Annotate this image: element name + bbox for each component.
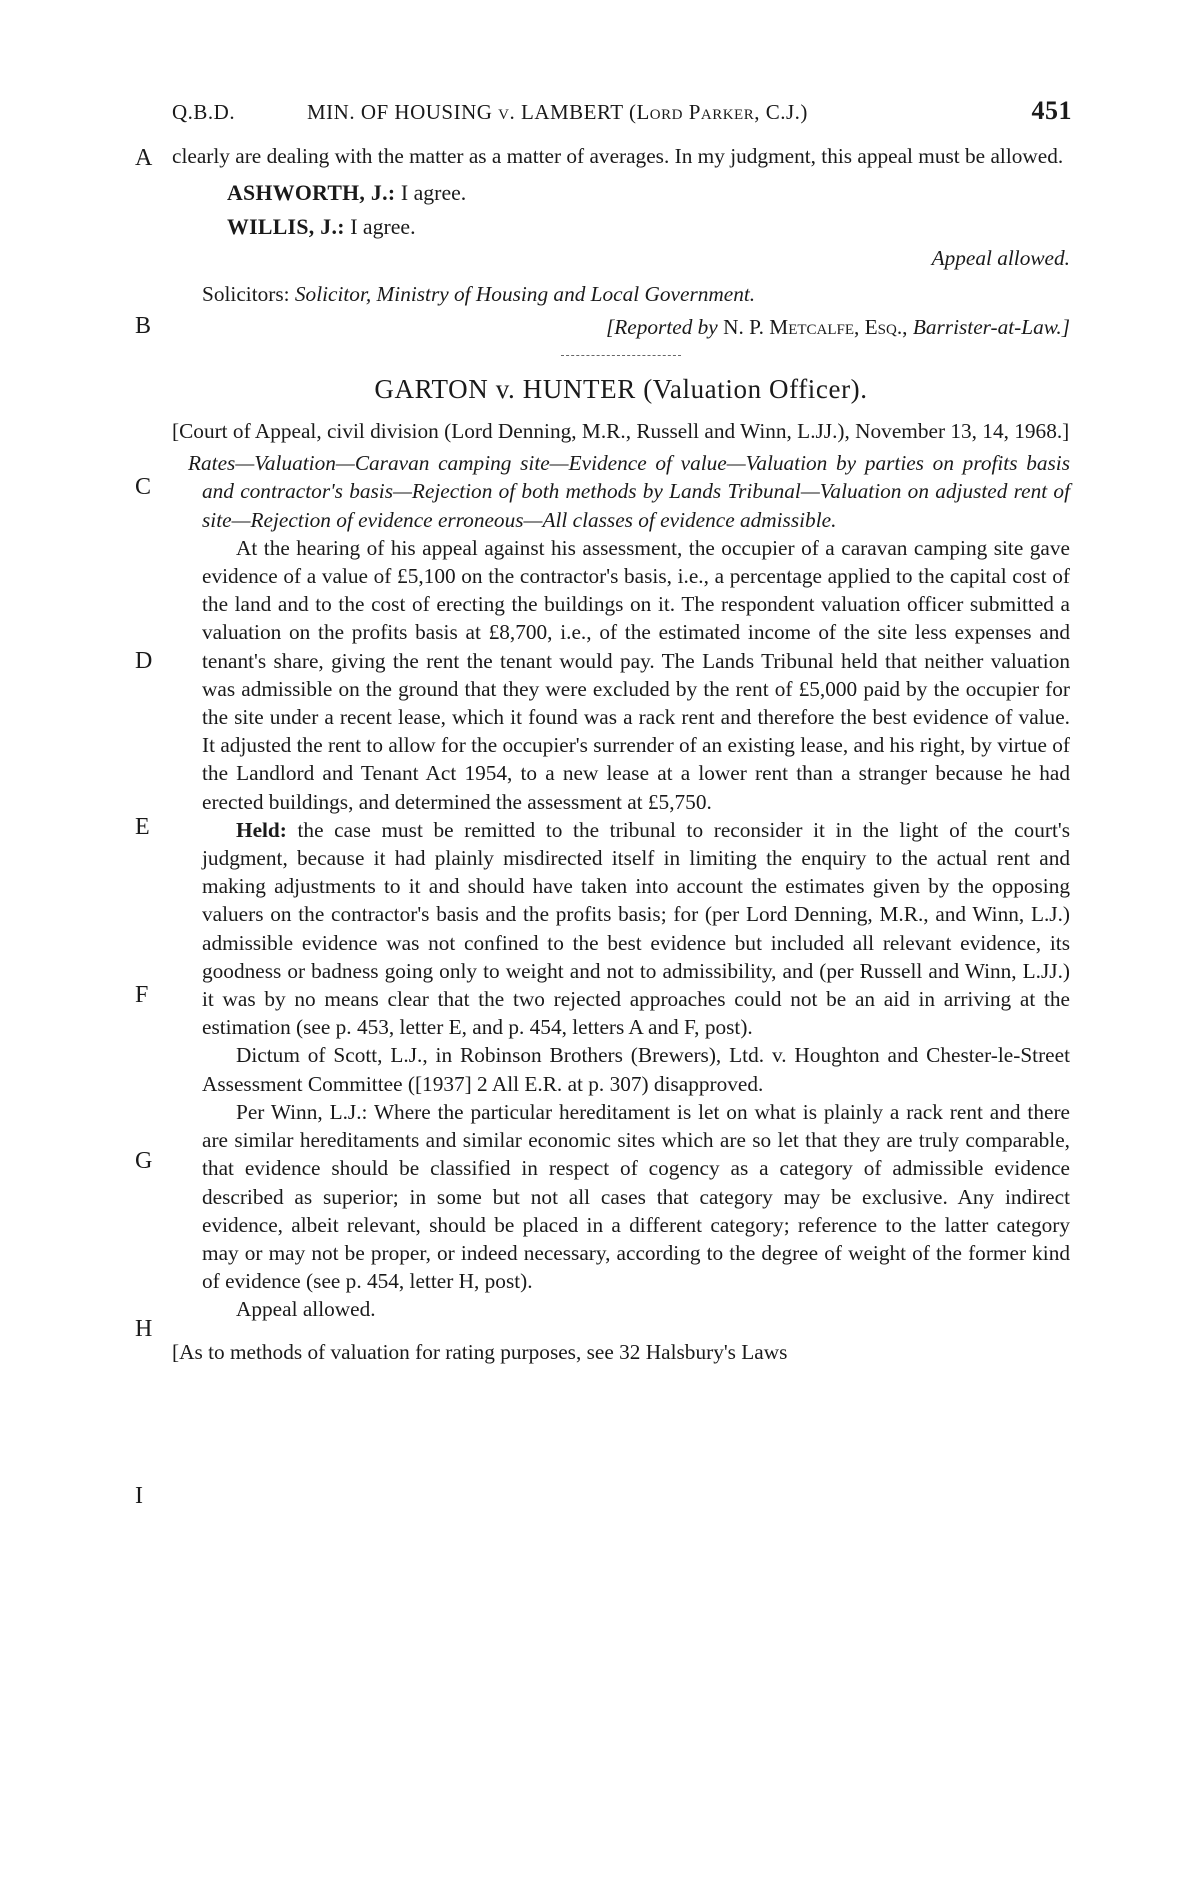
concurrence-willis [227,210,1070,244]
held-paragraph [172,816,1070,1042]
solicitors-label: Solicitors: [202,282,290,307]
margin-letter-h: H [135,1316,153,1342]
dictum-paragraph: Dictum of Scott, L.J., in Robinson Brothers (Brewers), Ltd. v. Houghton and Chester-le-Street Assessment Committee ([1937] 2 All E.R. at p. 307) disapproved. [202,1043,1070,1096]
solicitors-line [172,280,1070,308]
reporter-name: N. P. Metcalfe, Esq., [723,314,908,339]
held-label: Held: [236,817,287,842]
judge-name: WILLIS, J.: [227,215,345,240]
footnote-line: [As to methods of valuation for rating purposes, see 32 Halsbury's Laws [172,1339,788,1364]
margin-letter-d: D [135,648,153,674]
reporter-suffix: Barrister-at-Law.] [912,314,1070,339]
concurrence-text: I agree. [400,181,467,206]
solicitors-text: Solicitor, Ministry of Housing and Local Government. [294,282,756,307]
reporter-line [172,313,1070,341]
result-line: Appeal allowed. [236,1297,376,1322]
case-title: GARTON v. HUNTER (Valuation Officer). [374,373,868,404]
margin-letter-g: G [135,1148,153,1174]
facts-paragraph: At the hearing of his appeal against his assessment, the occupier of a caravan camping site gave evidence of a value of £5,100 on the contractor's basis, i.e., a percentage applied to the capital cost of the land and to the cost of erecting the buildings on it. The respondent valuation officer submitted a valuation on the profits basis at £8,700, i.e., of the estimated income of the site less expenses and tenant's share, giving the rent the tenant would pay. The Lands Tribunal held that neither valuation was admissible on the ground that they were excluded by the rent of £5,000 paid by the occupier for the site under a recent lease, which it found was a rack rent and therefore the best evidence of value. It adjusted the rent to allow for the occupier's surrender of an existing lease, and his right, by virtue of the Landlord and Tenant Act 1954, to a new lease at a lower rent than a stranger because he had erected buildings, and determined the assessment at £5,750. [202,535,1070,814]
concurrence-ashworth [227,176,1070,210]
margin-letter-c: C [135,474,152,500]
held-text: the case must be remitted to the tribunal to reconsider it in the light of the court's judgment, because it had plainly misdirected itself in limiting the enquiry to the actual rent and making adjustments to it and should have taken into account the estimates given by the opposing valuers on the contractor's basis and the profits basis; for (per Lord Denning, M.R., and Winn, L.J.) admissible evidence was not confined to the best evidence but included all relevant evidence, its goodness or badness going only to weight and not to admissibility, and (per Russell and Winn, L.JJ.) it was by no means clear that the two rejected approaches could not be an aid in arriving at the estimation (see p. 453, letter E, and p. 454, letters A and F, post). [202,817,1070,1040]
running-head [172,96,1072,130]
opening-paragraph: clearly are dealing with the matter as a matter of averages. In my judgment, this appeal must be allowed. [172,144,1064,168]
court-line: [Court of Appeal, civil division (Lord Denning, M.R., Russell and Winn, L.JJ.), November 13, 14, 1968.] [172,419,1070,444]
catchwords: Rates—Valuation—Caravan camping site—Evidence of value—Valuation by parties on profits basis and contractor's basis—Rejection of both methods by Lands Tribunal—Valuation on adjusted rent of site—Rejection of evidence erroneous—All classes of evidence admissible. [188,451,1070,532]
judge-name: ASHWORTH, J.: [227,181,396,206]
disposition: Appeal allowed. [931,246,1070,271]
margin-letter-f: F [135,982,149,1008]
margin-letter-i: I [135,1483,143,1509]
per-winn-paragraph: Per Winn, L.J.: Where the particular hereditament is let on what is plainly a rack rent and there are similar hereditaments and similar economic sites which are so let that they are truly comparable, that evidence should be classified in respect of cogency as a category of admissible evidence described as superior; in some but not all cases that category may be exclusive. Any indirect evidence, albeit relevant, should be placed in a different category; reference to the latter category may or may not be proper, or indeed necessary, according to the degree of weight of the former kind of evidence (see p. 454, letter H, post). [202,1099,1070,1294]
reporter-prefix: [Reported by [605,314,718,339]
margin-letter-e: E [135,814,150,840]
page-number: 451 [1031,96,1072,125]
running-head-case: MIN. OF HOUSING v. LAMBERT (Lord Parker, C.J.) [307,100,808,124]
margin-letter-b: B [135,313,152,339]
page-body [172,142,1070,1366]
margin-letter-a: A [135,145,153,171]
concurrence-text: I agree. [350,215,416,240]
running-head-court: Q.B.D. [172,100,236,124]
section-divider [561,355,681,357]
